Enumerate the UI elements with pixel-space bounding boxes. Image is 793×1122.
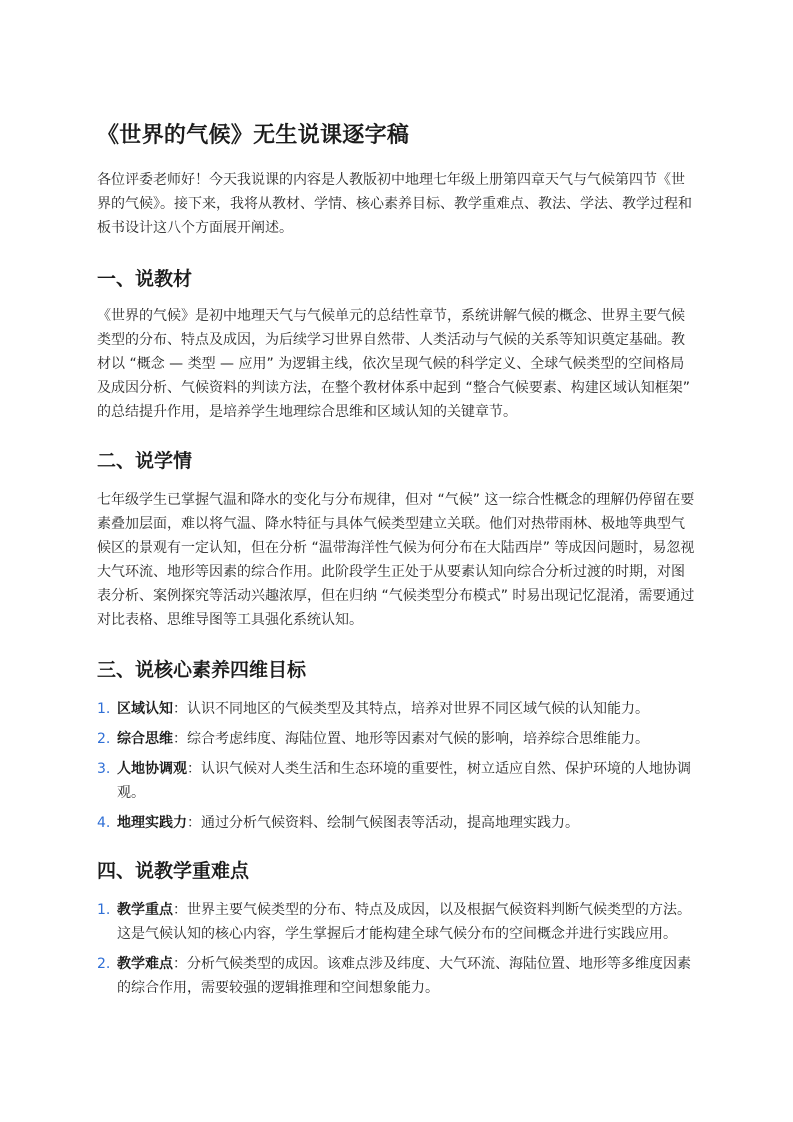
section-heading-goals: 三、说核心素养四维目标 <box>97 659 307 681</box>
goals-list <box>97 697 696 835</box>
list-number: 4. <box>97 815 111 831</box>
list-text: ：分析气候类型的成因。该难点涉及纬度、大气环流、海陆位置、地形等多维度因素的综合作用，需要较强的逻辑推理和空间想象能力。 <box>117 956 691 996</box>
list-term: 区域认知 <box>117 701 173 717</box>
list-term: 教学重点 <box>117 902 173 918</box>
list-text: ：世界主要气候类型的分布、特点及成因，以及根据气候资料判断气候类型的方法。这是气候认知的核心内容，学生掌握后才能构建全球气候分布的空间概念并进行实践应用。 <box>117 902 691 942</box>
list-term: 人地协调观 <box>117 761 187 777</box>
list-number: 1. <box>97 902 111 918</box>
list-term: 教学难点 <box>117 956 173 972</box>
list-number: 1. <box>97 701 111 717</box>
document-title: 《世界的气候》无生说课逐字稿 <box>97 123 410 148</box>
list-item <box>97 952 696 1000</box>
list-number: 2. <box>97 731 111 747</box>
section-body-students: 七年级学生已掌握气温和降水的变化与分布规律，但对 “气候” 这一综合性概念的理解仍停留在要素叠加层面，难以将气温、降水特征与具体气候类型建立关联。他们对热带雨林、极地等典型气候区的景观有一定认知，但在分析 “温带海洋性气候为何分布在大陆西岸” 等成因问题时，易忽视大气环流、地形等因素的综合作用。此阶段学生正处于从要素认知向综合分析过渡的时期，对图表分析、案例探究等活动兴趣浓厚，但在归纳 “气候类型分布模式” 时易出现记忆混淆，需要通过对比表格、思维导图等工具强化系统认知。 <box>97 492 695 628</box>
section-heading-students: 二、说学情 <box>97 450 193 472</box>
list-item <box>97 697 696 721</box>
list-text: ：认识气候对人类生活和生态环境的重要性，树立适应自然、保护环境的人地协调观。 <box>117 761 691 801</box>
section-heading-key-points: 四、说教学重难点 <box>97 860 250 882</box>
list-term: 地理实践力 <box>117 815 187 831</box>
list-item <box>97 757 696 805</box>
list-number: 2. <box>97 956 111 972</box>
key-points-list <box>97 898 696 1000</box>
list-text: ：认识不同地区的气候类型及其特点，培养对世界不同区域气候的认知能力。 <box>173 701 649 717</box>
list-text: ：通过分析气候资料、绘制气候图表等活动，提高地理实践力。 <box>187 815 579 831</box>
section-body-textbook: 《世界的气候》是初中地理天气与气候单元的总结性章节，系统讲解气候的概念、世界主要气候类型的分布、特点及成因，为后续学习世界自然带、人类活动与气候的关系等知识奠定基础。教材以 “概念 — 类型 — 应用” 为逻辑主线，依次呈现气候的科学定义、全球气候类型的空间格局及成因分析、气候资料的判读方法，在整个教材体系中起到 “整合气候要素、构建区域认知框架” 的总结提升作用，是培养学生地理综合思维和区域认知的关键章节。 <box>97 308 690 420</box>
list-text: ：综合考虑纬度、海陆位置、地形等因素对气候的影响，培养综合思维能力。 <box>173 731 649 747</box>
list-number: 3. <box>97 761 111 777</box>
list-item <box>97 898 696 946</box>
section-heading-textbook: 一、说教材 <box>97 268 193 290</box>
list-item <box>97 811 696 835</box>
list-term: 综合思维 <box>117 731 173 747</box>
list-item <box>97 727 696 751</box>
intro-paragraph: 各位评委老师好！今天我说课的内容是人教版初中地理七年级上册第四章天气与气候第四节《世界的气候》。接下来，我将从教材、学情、核心素养目标、教学重难点、教法、学法、教学过程和板书设计这八个方面展开阐述。 <box>97 172 692 236</box>
